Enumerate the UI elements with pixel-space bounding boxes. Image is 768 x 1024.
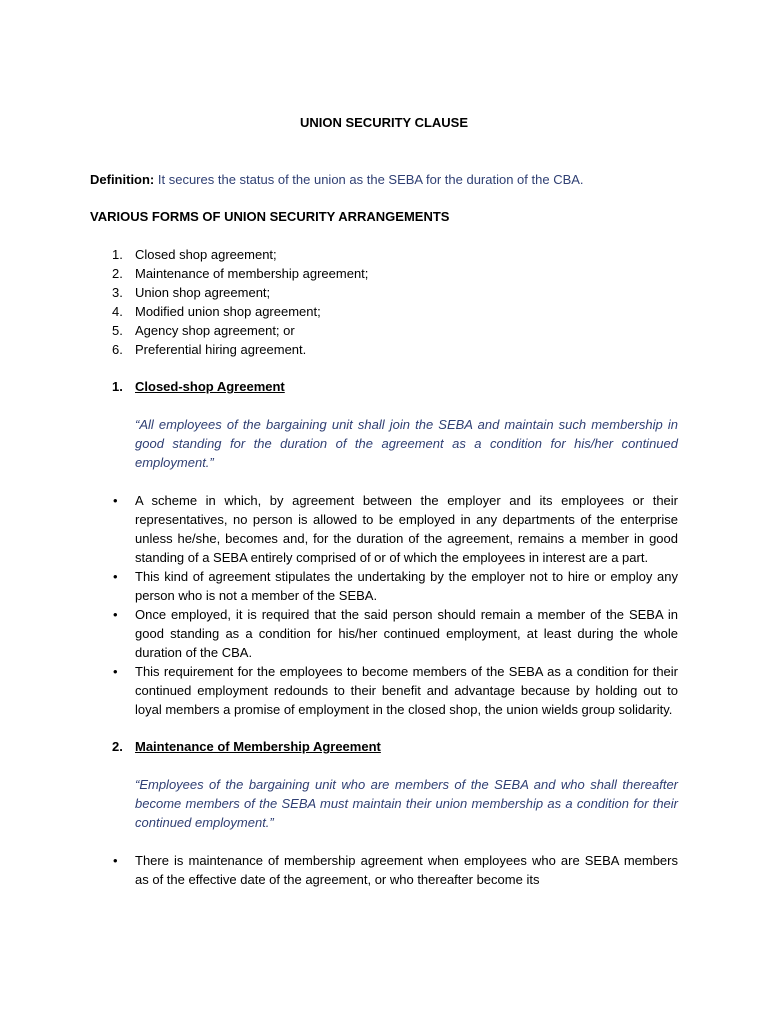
section-heading-closed-shop [90, 378, 678, 395]
bullet-item [90, 567, 678, 605]
list-number: 6. [112, 342, 123, 357]
list-number: 3. [112, 285, 123, 300]
section-number: 2. [112, 739, 123, 754]
bullet-text: A scheme in which, by agreement between the employer and its employees or their representatives, no person is allowed to be employed in any departments of the enterprise unless he/she, becomes and, for the duration of the agreement, remains a member in good standing of a SEBA entirely comprised of or of which the employees in interest are a part. [135, 493, 678, 565]
bullet-text: Once employed, it is required that the said person should remain a member of the SEBA in good standing as a condition for his/her continued employment, at least during the whole duration of the CBA. [135, 607, 678, 660]
forms-heading: VARIOUS FORMS OF UNION SECURITY ARRANGEMENTS [90, 209, 450, 224]
bullet-icon: • [113, 493, 118, 508]
section-title: Maintenance of Membership Agreement [135, 739, 381, 754]
bullet-text: This kind of agreement stipulates the undertaking by the employer not to hire or employ any person who is not a member of the SEBA. [135, 569, 678, 603]
bullet-item [90, 605, 678, 662]
bullet-list [90, 491, 678, 719]
list-item [90, 264, 678, 283]
list-item [90, 321, 678, 340]
section-heading-maintenance [90, 738, 678, 755]
list-item-text: Preferential hiring agreement. [135, 342, 307, 357]
list-number: 1. [112, 247, 123, 262]
bullet-icon: • [113, 664, 118, 679]
bullet-icon: • [113, 607, 118, 622]
forms-list [90, 245, 678, 359]
bullet-icon: • [113, 853, 118, 868]
bullet-item [90, 851, 678, 889]
section-number: 1. [112, 379, 123, 394]
list-number: 5. [112, 323, 123, 338]
list-number: 4. [112, 304, 123, 319]
list-item-text: Union shop agreement; [135, 285, 271, 300]
section-quote: “All employees of the bargaining unit shall join the SEBA and maintain such membership in good standing for the duration of the agreement as a condition for his/her continued employment.” [135, 417, 678, 470]
definition [90, 171, 678, 188]
bullet-icon: • [113, 569, 118, 584]
section-title: Closed-shop Agreement [135, 379, 285, 394]
list-item [90, 302, 678, 321]
list-item [90, 245, 678, 264]
bullet-item [90, 662, 678, 719]
bullet-text: This requirement for the employees to become members of the SEBA as a condition for their continued employment redounds to their benefit and advantage because by holding out to loyal members a promise of employment in the closed shop, the union wields group solidarity. [135, 664, 678, 717]
list-item-text: Maintenance of membership agreement; [135, 266, 369, 281]
list-item-text: Modified union shop agreement; [135, 304, 321, 319]
list-item-text: Agency shop agreement; or [135, 323, 295, 338]
list-item [90, 283, 678, 302]
section-quote: “Employees of the bargaining unit who are members of the SEBA and who shall thereafter become members of the SEBA must maintain their union membership as a condition for their continued employment.” [135, 777, 678, 830]
list-number: 2. [112, 266, 123, 281]
bullet-item [90, 491, 678, 567]
page-title: UNION SECURITY CLAUSE [299, 115, 469, 130]
definition-label: Definition: [90, 172, 155, 187]
list-item [90, 340, 678, 359]
bullet-text: There is maintenance of membership agreement when employees who are SEBA members as of the effective date of the agreement, or who thereafter become its [135, 853, 678, 887]
definition-text: It secures the status of the union as the SEBA for the duration of the CBA. [157, 172, 584, 187]
bullet-list [90, 851, 678, 889]
list-item-text: Closed shop agreement; [135, 247, 277, 262]
